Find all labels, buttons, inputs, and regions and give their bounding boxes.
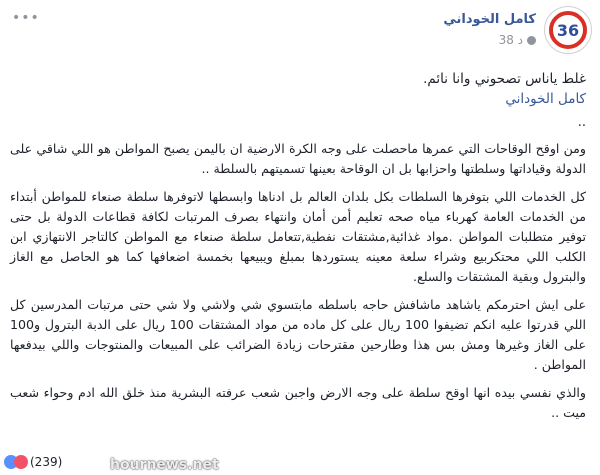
avatar[interactable] (544, 6, 592, 54)
globe-icon (527, 36, 536, 45)
reaction-summary[interactable] (4, 455, 62, 469)
post-signature[interactable]: كامل الخوداني (505, 91, 586, 107)
timestamp-row (499, 33, 536, 47)
post-body (10, 70, 586, 423)
post-header (443, 6, 592, 62)
post-paragraph-4: والذي نفسي بيده انها اوقح سلطة على وجه الارض واجبن شعب عرفته البشرية منذ خلق الله ادم وحواء شعب ميت .. (10, 385, 586, 420)
post-paragraph-1: ومن اوقح الوقاحات التي عمرها ماحصلت على وجه الكرة الارضية ان باليمن يصبح المواطن هو اللي شاقي على الدولة وقياداتها وسلطتها واحزابها بل ان الوقاحة بعينها تسميتهم بالسلطة .. (10, 141, 586, 176)
timestamp[interactable]: 38 د (498, 33, 523, 47)
ellipsis-text: .. (577, 115, 586, 130)
post-paragraph-3: على ايش احترمكم ياشاهد ماشافش حاجه باسلطه مابتسوي شي ولاشي ولا شي حتى مرتبات المدرسين كل اللي قدرتوا عليه انكم تضيفوا 100 ريال على كل ماده من مواد المشتقات 100 ريال على الدبة البترول و100 على الغاز وغيرها ومش بس هذا وطارحين مقترحات زيادة الضرائب على المبيعات والمنتوجات واللي بيدفعها المواطن . (10, 297, 586, 372)
watermark: hournews.net (110, 457, 219, 473)
love-reaction-icon (14, 455, 28, 469)
post-meta (443, 6, 536, 47)
author-name[interactable]: كامل الخوداني (443, 12, 536, 27)
post-options-icon[interactable]: ••• (12, 10, 40, 26)
reaction-count: (239) (30, 455, 63, 469)
post-paragraph-2: كل الخدمات اللي بتوفرها السلطات بكل بلدان العالم بل ادناها وابسطها لاتوفرها سلطة صنعاء للمواطن أبتداء من الخدمات العامة كهرباء مياه صحه تعليم أمن أمان وانتهاء بصرف المرتبات لكافة قطاعات الدولة بل حتى توفير متطلبات المواطن .مواد غذائية,مشتقات نفطية,تتعامل سلطة صنعاء مع المواطن كالتاجر الانتهازي ابن الكلب اللي محتكربيع وشراء سلعة معينه يستوردها بمبلغ ويبيعها بخمسة اضعافها كما هو الحاصل مع الغاز والبترول وبقية المشتقات والسلع. (10, 189, 586, 284)
post-quote: غلط ياناس تصحوني وانا نائم. (423, 71, 586, 87)
avatar-text: 36 (556, 20, 580, 40)
